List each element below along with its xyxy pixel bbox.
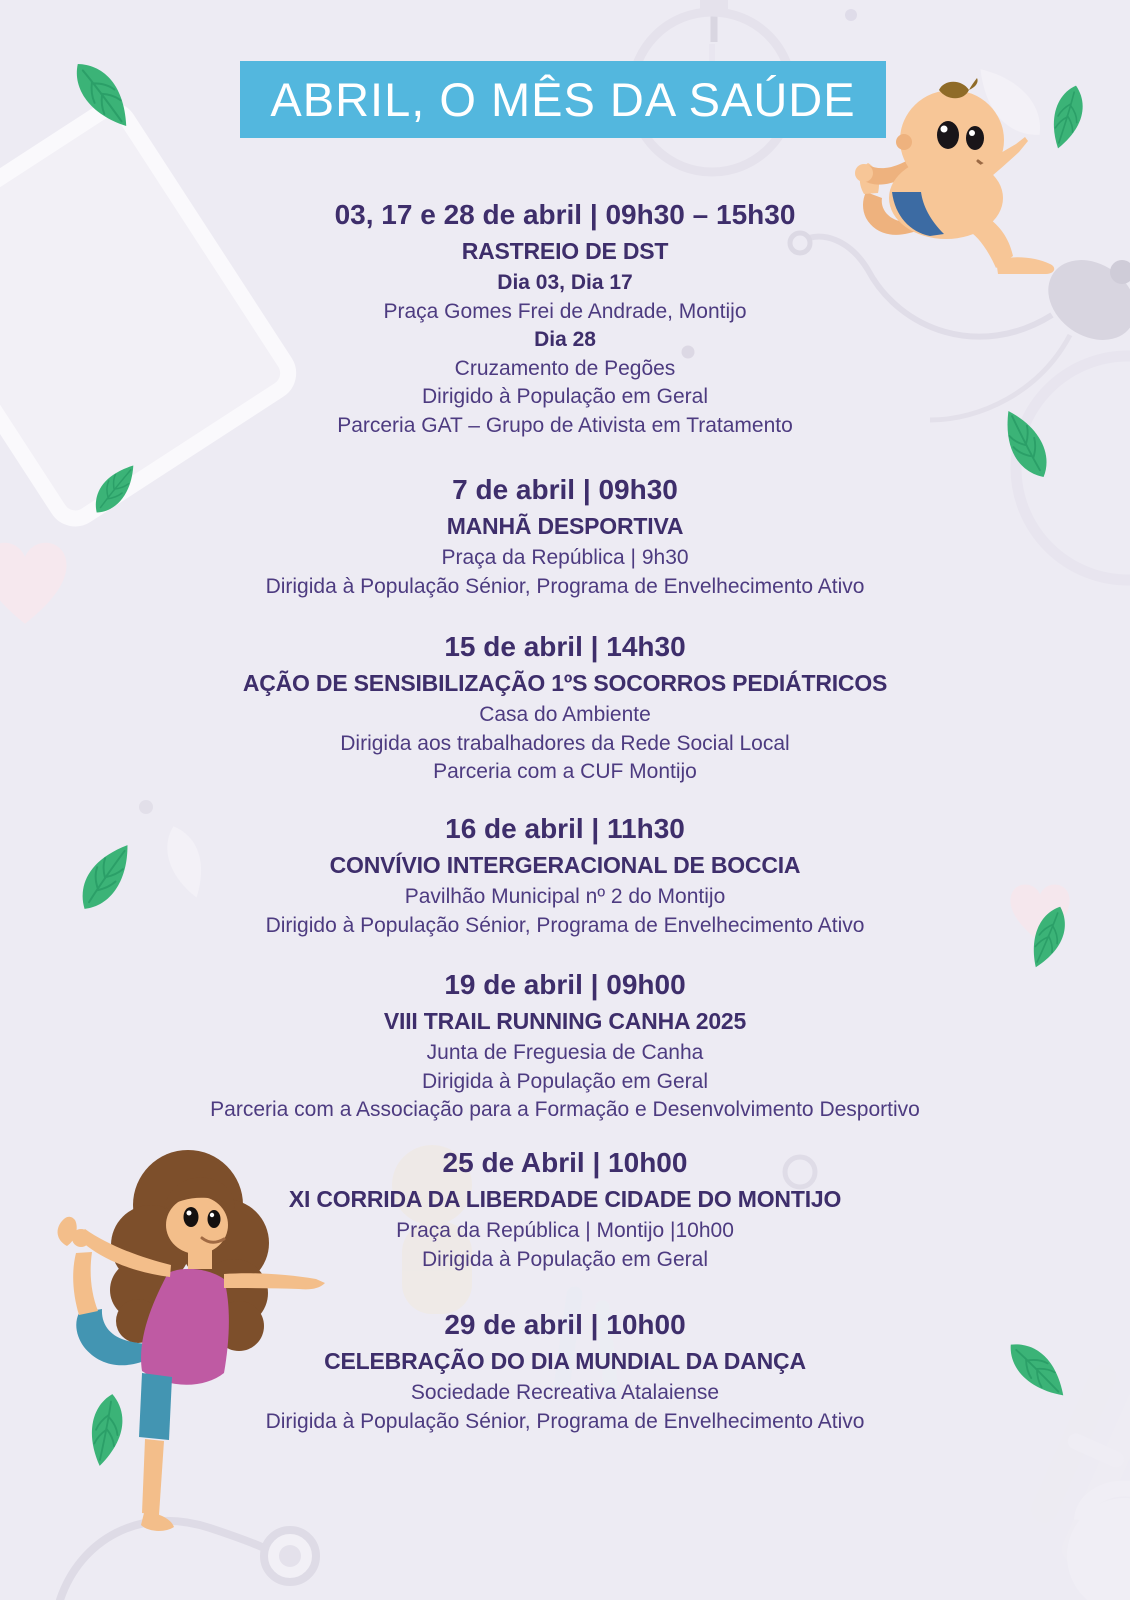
event-rastreio-dst [0,198,1130,440]
kettlebell-icon [1067,1489,1130,1600]
event-title: XI CORRIDA DA LIBERDADE CIDADE DO MONTIJO [288,1186,842,1212]
event-detail-line: Parceria com a Associação para a Formação e Desenvolvimento Desportivo [210,1098,920,1121]
event-datetime: 15 de abril | 14h30 [444,631,686,662]
event-title: AÇÃO DE SENSIBILIZAÇÃO 1ºS SOCORROS PEDIÁTRICOS [242,670,888,696]
event-datetime: 25 de Abril | 10h00 [442,1147,688,1178]
title-banner [240,61,886,138]
event-detail-line: Cruzamento de Pegões [454,356,676,380]
event-title: CONVÍVIO INTERGERACIONAL DE BOCCIA [329,852,801,878]
event-detail-line: Dirigida à População Sénior, Programa de Envelhecimento Ativo [265,574,865,598]
event-datetime: 16 de abril | 11h30 [445,813,685,844]
event-socorros-pediatricos [0,630,1130,787]
event-detail-line: Parceria GAT – Grupo de Ativista em Tratamento [337,413,793,437]
event-detail-line: Praça da República | 9h30 [441,546,689,569]
event-title: MANHÃ DESPORTIVA [446,513,684,539]
event-detail-line: Dirigida à População em Geral [422,1247,708,1271]
event-detail-line: Dirigida aos trabalhadores da Rede Social Local [340,731,790,755]
faint-dot [845,9,857,21]
event-title: RASTREIO DE DST [461,238,669,264]
event-boccia [0,812,1130,940]
event-title: VIII TRAIL RUNNING CANHA 2025 [383,1008,747,1034]
event-manha-desportiva [0,473,1130,601]
event-corrida-liberdade [0,1146,1130,1274]
event-datetime: 19 de abril | 09h00 [444,969,686,1000]
event-dia-mundial-danca [0,1308,1130,1436]
event-trail-running [0,968,1130,1125]
event-detail-line: Junta de Freguesia de Canha [426,1041,704,1064]
event-detail-line: Parceria com a CUF Montijo [433,760,697,783]
event-detail-line: Pavilhão Municipal nº 2 do Montijo [404,885,726,908]
event-datetime: 29 de abril | 10h00 [444,1309,686,1340]
event-detail-line: Praça da República | Montijo |10h00 [396,1219,734,1242]
event-detail-line: Dirigido à População Sénior, Programa de Envelhecimento Ativo [265,913,865,937]
event-detail-line: Dirigida à População em Geral [422,1069,708,1093]
poster-title: ABRIL, O MÊS DA SAÚDE [270,73,856,126]
event-datetime: 7 de abril | 09h30 [452,474,678,505]
event-datetime: 03, 17 e 28 de abril | 09h30 – 15h30 [334,199,796,230]
event-detail-line: Dirigida à População Sénior, Programa de Envelhecimento Ativo [265,1409,865,1433]
event-title: CELEBRAÇÃO DO DIA MUNDIAL DA DANÇA [324,1348,806,1374]
event-detail-line: Sociedade Recreativa Atalaiense [410,1381,720,1404]
event-detail-line: Dirigido à População em Geral [422,385,708,408]
event-detail-line: Dia 03, Dia 17 [497,271,633,294]
event-detail-line: Dia 28 [534,328,596,351]
event-detail-line: Praça Gomes Frei de Andrade, Montijo [383,299,747,323]
event-detail-line: Casa do Ambiente [479,703,651,726]
